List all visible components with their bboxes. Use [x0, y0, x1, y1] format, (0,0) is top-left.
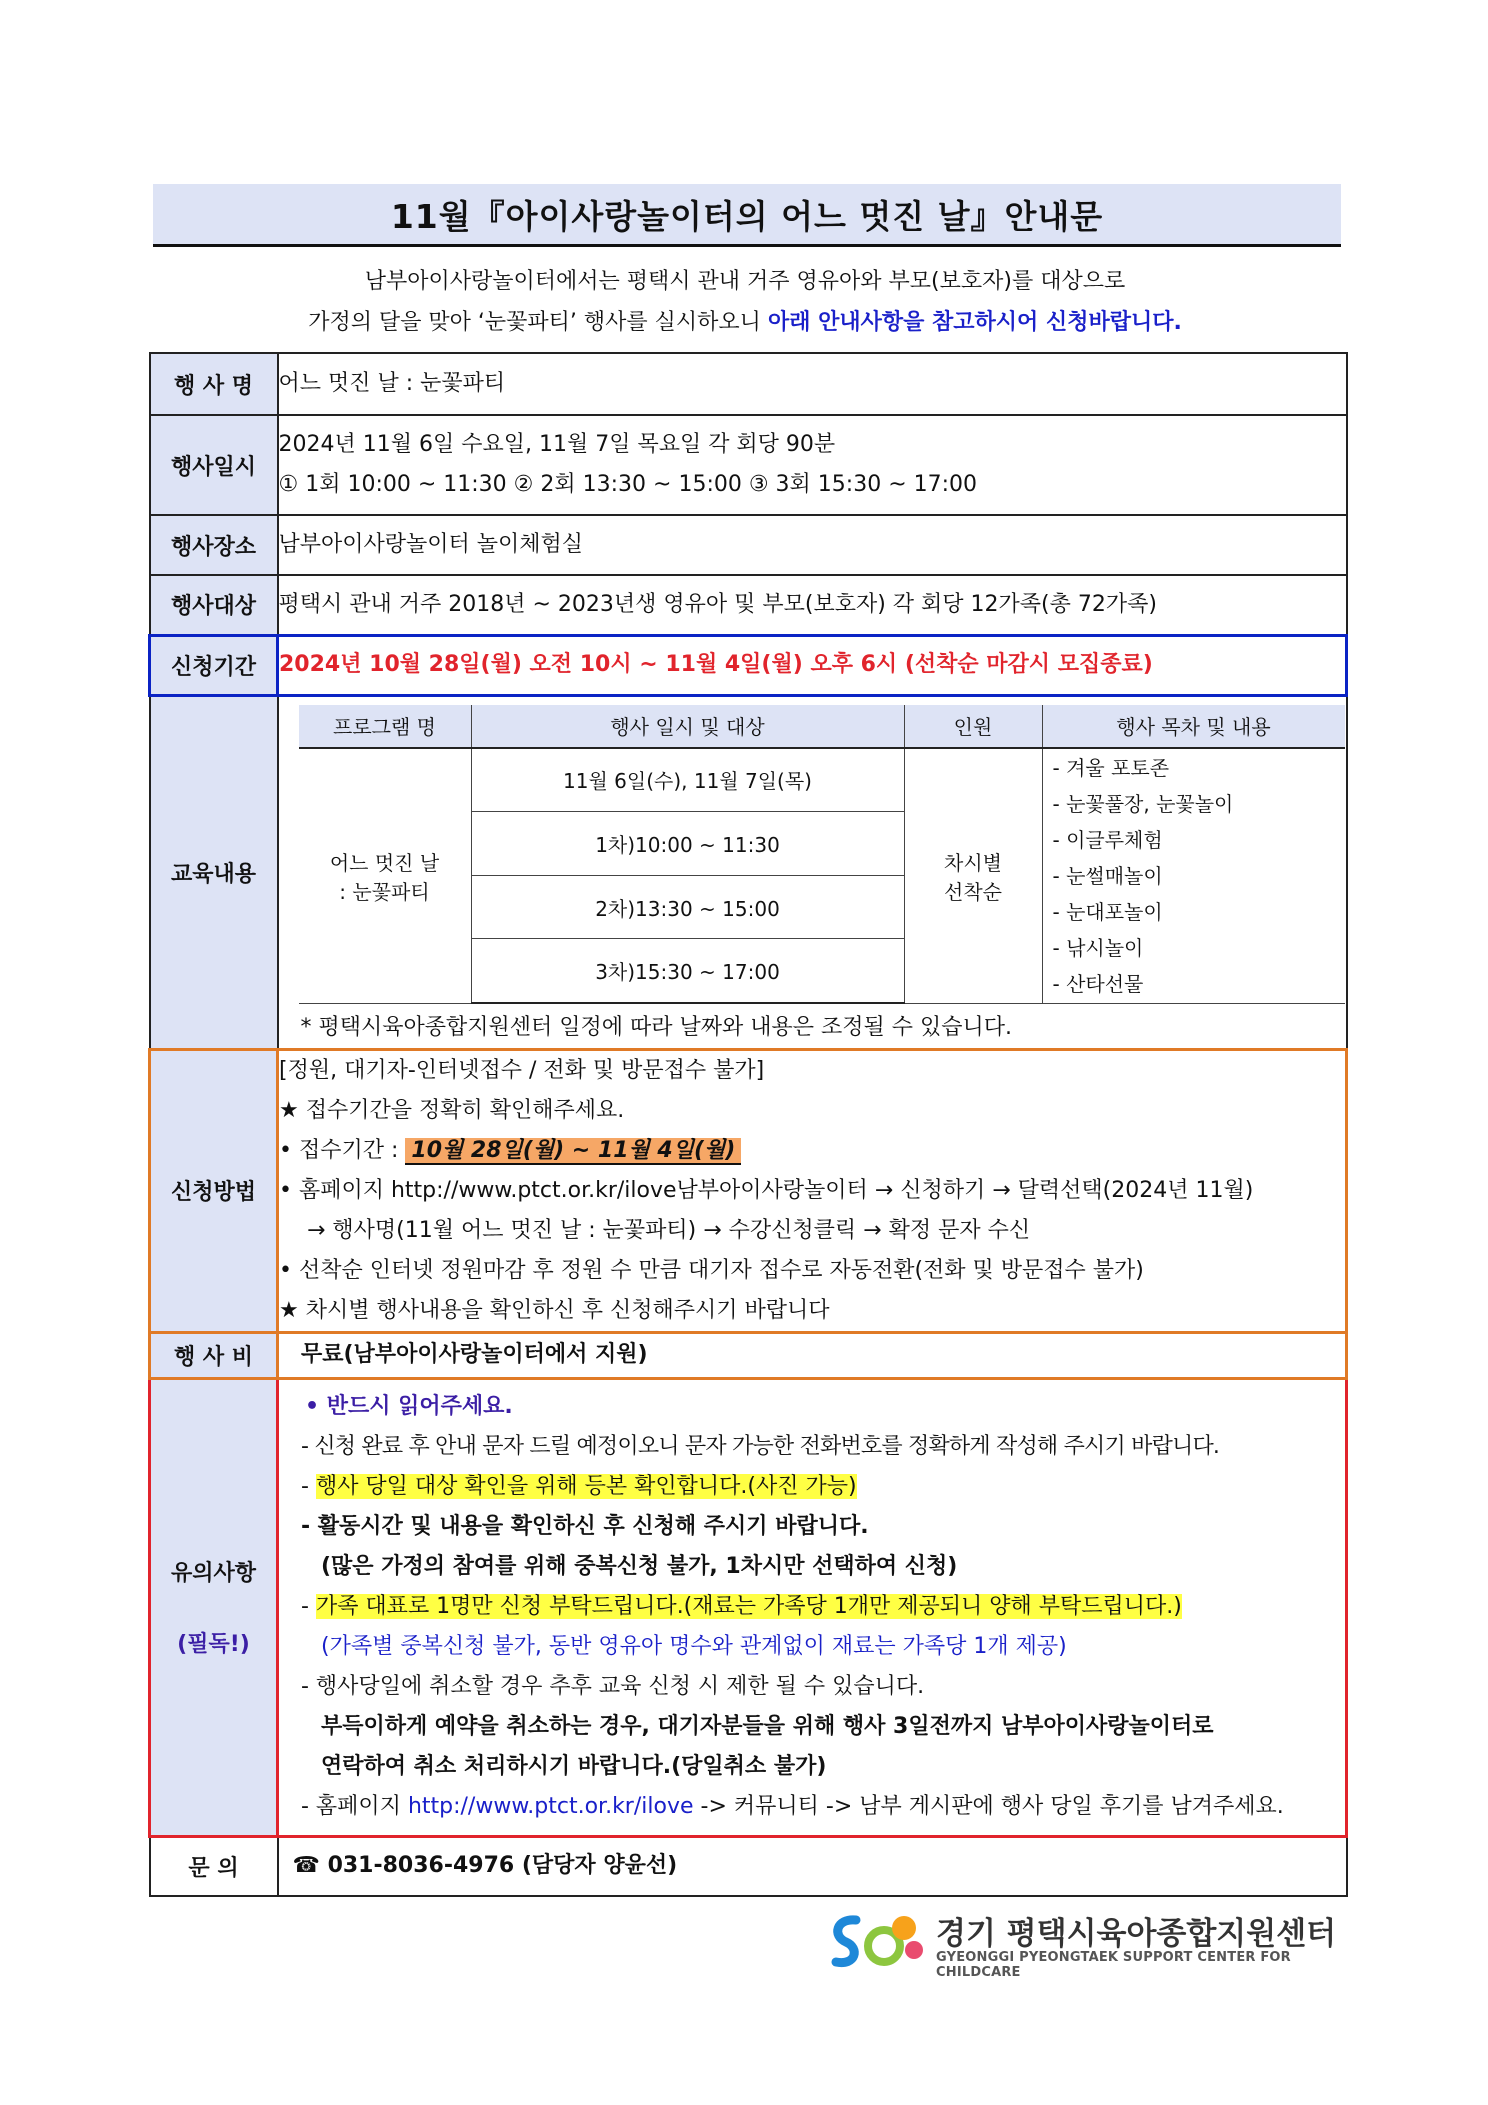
program-name: [299, 748, 472, 1004]
info-table: [148, 352, 1348, 1897]
homepage-link[interactable]: http://www.ptct.or.kr/ilove: [407, 1794, 694, 1819]
method-period-prefix: • 접수기간 :: [279, 1137, 406, 1163]
goal-item: - 겨울 포토존: [1052, 755, 1170, 780]
label-notes-must-read: (필독!): [177, 1632, 250, 1657]
row-education: [150, 695, 1347, 1049]
intro-line-2-emphasis: 아래 안내사항을 참고하시어 신청바랍니다.: [767, 310, 1182, 335]
note-highlight: 행사 당일 대상 확인을 위해 등본 확인합니다.(사진 가능): [315, 1474, 857, 1499]
center-logo: [826, 1906, 1346, 1980]
note-highlight: 가족 대표로 1명만 신청 부탁드립니다.(재료는 가족당 1개만 제공되니 양해 부탁드립니다.): [315, 1594, 1182, 1619]
label-event-name: 행 사 명: [150, 353, 278, 415]
method-period-highlight: 10월 28일(월) ~ 11월 4일(월): [405, 1138, 741, 1165]
schedule-session-3: 3차)15:30 ~ 17:00: [471, 939, 904, 1003]
intro-line-1: 남부아이사랑놀이터에서는 평택시 관내 거주 영유아와 부모(보호자)를 대상으로: [364, 269, 1126, 294]
row-apply-method: [150, 1049, 1347, 1332]
method-line: • 홈페이지 http://www.ptct.or.kr/ilove남부아이사랑놀이터 → 신청하기 → 달력선택(2024년 11월): [279, 1177, 1254, 1203]
value-fee: 무료(남부아이사랑놀이터에서 지원): [278, 1332, 1347, 1378]
intro-line-2-text: 가정의 달을 맞아 ‘눈꽃파티’ 행사를 실시하오니: [308, 310, 768, 335]
goal-item: - 눈썰매놀이: [1052, 863, 1163, 888]
value-contact: ☎ 031-8036-4976 (담당자 양윤선): [278, 1836, 1347, 1896]
note-dash: -: [301, 1594, 316, 1619]
row-event-place: [150, 515, 1347, 575]
value-event-target: 평택시 관내 거주 2018년 ~ 2023년생 영유아 및 부모(보호자) 각 회당 12가족(총 72가족): [278, 575, 1347, 635]
goal-item: - 산타선물: [1052, 971, 1144, 996]
note-line: - 신청 완료 후 안내 문자 드릴 예정이오니 문자 가능한 전화번호를 정확하게 작성해 주시기 바랍니다.: [301, 1434, 1220, 1459]
note-line: • 반드시 읽어주세요.: [305, 1394, 513, 1419]
row-contact: [150, 1836, 1347, 1896]
value-notes: [278, 1378, 1347, 1836]
program-name-line-1: 어느 멋진 날: [329, 850, 440, 875]
label-apply-period: 신청기간: [150, 635, 278, 695]
value-event-name: 어느 멋진 날 : 눈꽃파티: [278, 353, 1347, 415]
goal-item: - 눈꽃풀장, 눈꽃놀이: [1052, 791, 1234, 816]
row-fee: [150, 1332, 1347, 1378]
event-date-line-2: ① 1회 10:00 ~ 11:30 ② 2회 13:30 ~ 15:00 ③ 3회 15:30 ~ 17:00: [278, 472, 978, 497]
header-schedule: 행사 일시 및 대상: [471, 705, 904, 748]
label-contact: 문 의: [150, 1836, 278, 1896]
note-line: [301, 1787, 1345, 1827]
header-goals: 행사 목차 및 내용: [1042, 705, 1345, 748]
label-event-place: 행사장소: [150, 515, 278, 575]
program-table: [299, 705, 1345, 1005]
row-notes: [150, 1378, 1347, 1836]
note-line: - 행사당일에 취소할 경우 추후 교육 신청 시 제한 될 수 있습니다.: [301, 1674, 925, 1699]
note-line: 부득이하게 예약을 취소하는 경우, 대기자분들을 위해 행사 3일전까지 남부아이사랑놀이터로: [321, 1714, 1214, 1739]
method-line: ★ 접수기간을 정확히 확인해주세요.: [279, 1097, 625, 1123]
event-date-line-1: 2024년 11월 6일 수요일, 11월 7일 목요일 각 회당 90분: [278, 432, 836, 457]
row-event-name: [150, 353, 1347, 415]
header-program: 프로그램 명: [299, 705, 472, 748]
note-dash: -: [301, 1474, 316, 1499]
goal-item: - 눈대포놀이: [1052, 899, 1163, 924]
method-period-line: [279, 1131, 1345, 1171]
note-line: 연락하여 취소 처리하시기 바랍니다.(당일취소 불가): [321, 1754, 827, 1779]
page-title: 11월『아이사랑놀이터의 어느 멋진 날』안내문: [153, 184, 1341, 247]
label-education: 교육내용: [150, 695, 278, 1049]
value-event-date: [278, 415, 1347, 515]
note-homepage-prefix: - 홈페이지: [301, 1794, 408, 1819]
label-notes: [150, 1378, 278, 1836]
header-people: 인원: [904, 705, 1042, 748]
program-name-line-2: : 눈꽃파티: [339, 879, 430, 904]
value-education: [278, 695, 1347, 1049]
value-apply-period: 2024년 10월 28일(월) 오전 10시 ~ 11월 4일(월) 오후 6시 (선착순 마감시 모집종료): [278, 635, 1347, 695]
label-event-date: 행사일시: [150, 415, 278, 515]
label-apply-method: 신청방법: [150, 1049, 278, 1332]
method-line: → 행사명(11월 어느 멋진 날 : 눈꽃파티) → 수강신청클릭 → 확정 문자 수신: [307, 1217, 1031, 1243]
goal-item: - 낚시놀이: [1052, 935, 1144, 960]
label-notes-title: 유의사항: [170, 1561, 256, 1586]
note-line: [301, 1587, 1345, 1627]
note-line: [301, 1467, 1345, 1507]
center-name-korean: 경기 평택시육아종합지원센터: [936, 1916, 1337, 1952]
education-note: * 평택시육아종합지원센터 일정에 따라 날짜와 내용은 조정될 수 있습니다.: [300, 1015, 1013, 1040]
schedule-date: 11월 6일(수), 11월 7일(목): [471, 748, 904, 812]
label-fee: 행 사 비: [150, 1332, 278, 1378]
people-line-2: 선착순: [944, 879, 1002, 904]
row-event-target: [150, 575, 1347, 635]
people-line-1: 차시별: [944, 850, 1002, 875]
method-line: [정원, 대기자-인터넷접수 / 전화 및 방문접수 불가]: [279, 1057, 765, 1083]
note-line: (많은 가정의 참여를 위해 중복신청 불가, 1차시만 선택하여 신청): [321, 1554, 958, 1579]
row-event-date: [150, 415, 1347, 515]
note-line: - 활동시간 및 내용을 확인하신 후 신청해 주시기 바랍니다.: [301, 1514, 869, 1539]
center-logo-icon: [826, 1906, 926, 1974]
people-info: [904, 748, 1042, 1004]
label-event-target: 행사대상: [150, 575, 278, 635]
intro-line-2: [150, 305, 1340, 336]
goal-item: - 이글루체험: [1052, 827, 1163, 852]
schedule-session-1: 1차)10:00 ~ 11:30: [471, 812, 904, 876]
center-name-english: GYEONGGI PYEONGTAEK SUPPORT CENTER FOR CHILDCARE: [936, 1950, 1291, 1980]
schedule-session-2: 2차)13:30 ~ 15:00: [471, 875, 904, 939]
row-apply-period: [150, 635, 1347, 695]
goals-list: [1042, 748, 1345, 1004]
value-apply-method: [278, 1049, 1347, 1332]
method-line: • 선착순 인터넷 정원마감 후 정원 수 만큼 대기자 접수로 자동전환(전화 및 방문접수 불가): [279, 1257, 1144, 1283]
note-line: (가족별 중복신청 불가, 동반 영유아 명수와 관계없이 재료는 가족당 1개 제공): [321, 1634, 1067, 1659]
method-line: ★ 차시별 행사내용을 확인하신 후 신청해주시기 바랍니다: [279, 1297, 830, 1323]
note-homepage-suffix: -> 커뮤니티 -> 남부 게시판에 행사 당일 후기를 남겨주세요.: [693, 1794, 1284, 1819]
value-event-place: 남부아이사랑놀이터 놀이체험실: [278, 515, 1347, 575]
